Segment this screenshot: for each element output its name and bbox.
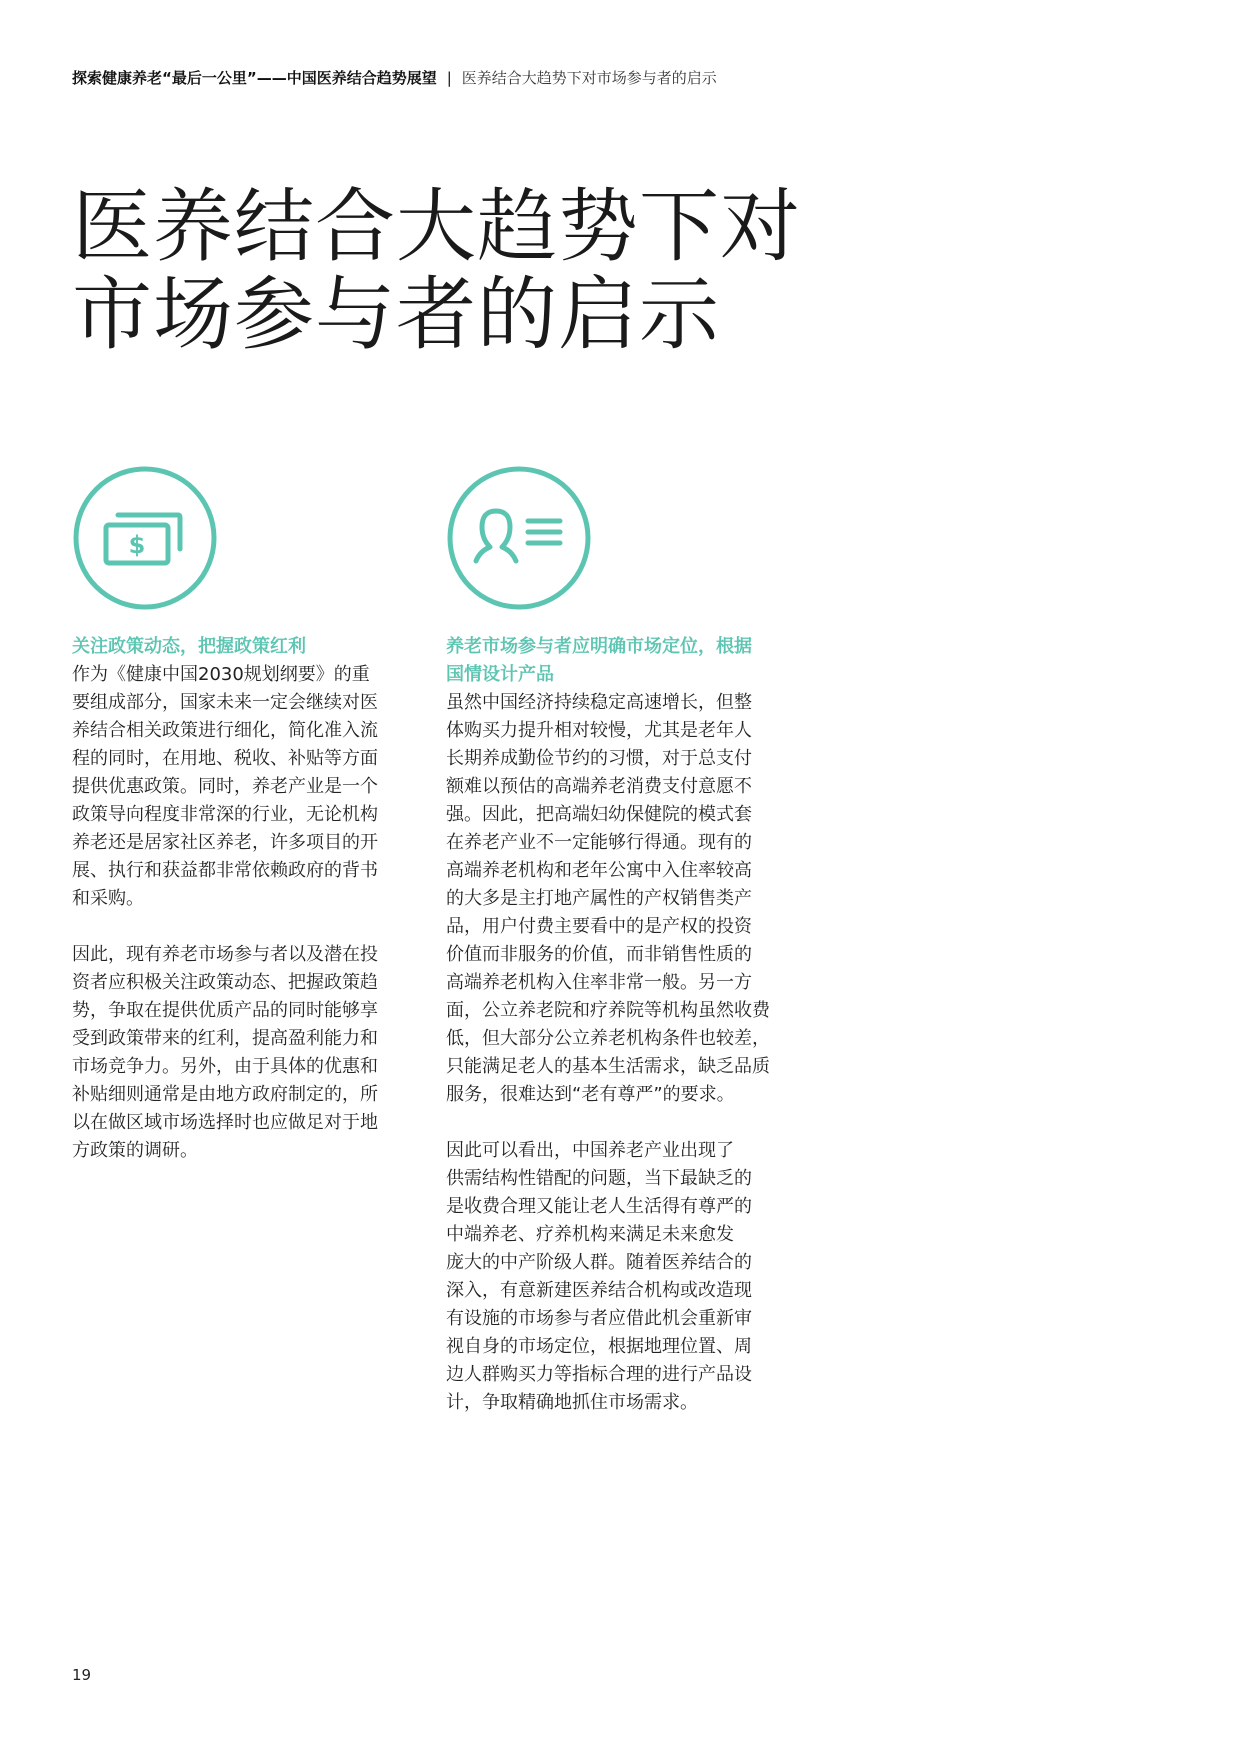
right-column: [446, 465, 786, 1417]
report-title: 探索健康养老“最后一公里”——中国医养结合趋势展望: [72, 69, 437, 87]
left-paragraph-2: 因此，现有养老市场参与者以及潜在投 资者应积极关注政策动态、把握政策趋 势，争取在提供优质产品的同时能够享 受到政策带来的红利，提高盈利能力和 市场竞争力。另外，由于具体的优惠和 补贴细则通常是由地方政府制定的，所 以在做区域市场选择时也应做足对于地 方政策的调研。: [72, 944, 378, 1161]
money-bills-icon: [72, 465, 218, 611]
paragraph-gap: [446, 1109, 786, 1137]
paragraph-gap: [72, 913, 412, 941]
right-heading: 养老市场参与者应明确市场定位，根据 国情设计产品: [446, 636, 752, 685]
left-column: [72, 465, 412, 1165]
left-paragraph-1: 作为《健康中国2030规划纲要》的重 要组成部分，国家未来一定会继续对医 养结合相关政策进行细化，简化准入流 程的同时，在用地、税收、补贴等方面 提供优惠政策。同时，养老产业是一个 政策导向程度非常深的行业，无论机构 养老还是居家社区养老，许多项目的开 展、执行和获益都非常依赖政府的背书 和采购。: [72, 664, 378, 909]
section-title: 医养结合大趋势下对市场参与者的启示: [461, 69, 717, 87]
right-paragraph-2: 因此可以看出，中国养老产业出现了 供需结构性错配的问题，当下最缺乏的 是收费合理又能让老人生活得有尊严的 中端养老、疗养机构来满足未来愈发 庞大的中产阶级人群。随着医养结合的 深入，有意新建医养结合机构或改造现 有设施的市场参与者应借此机会重新审 视自身的市场定位，根据地理位置、周 边人群购买力等指标合理的进行产品设 计，争取精确地抓住市场需求。: [446, 1140, 752, 1413]
svg-text:$: $: [128, 531, 146, 559]
header-separator: |: [446, 69, 452, 87]
running-header: [72, 68, 717, 88]
page-title-line1: 医养结合大趋势下对: [72, 180, 801, 273]
right-paragraph-1: 虽然中国经济持续稳定高速增长，但整 体购买力提升相对较慢，尤其是老年人 长期养成勤俭节约的习惯，对于总支付 额难以预估的高端养老消费支付意愿不 强。因此，把高端妇幼保健院的模式套 在养老产业不一定能够行得通。现有的 高端养老机构和老年公寓中入住率较高 的大多是主打地产属性的产权销售类产 品，用户付费主要看中的是产权的投资 价值而非服务的价值，而非销售性质的 高端养老机构入住率非常一般。另一方 面，公立养老院和疗养院等机构虽然收费 低，但大部分公立养老机构条件也较差， 只能满足老人的基本生活需求，缺乏品质 服务，很难达到“老有尊严”的要求。: [446, 692, 770, 1105]
page-title: [72, 180, 801, 361]
person-list-icon: [446, 465, 592, 611]
page-title-line2: 市场参与者的启示: [72, 268, 720, 361]
page-number: 19: [72, 1666, 92, 1684]
left-heading: 关注政策动态，把握政策红利: [72, 636, 306, 657]
